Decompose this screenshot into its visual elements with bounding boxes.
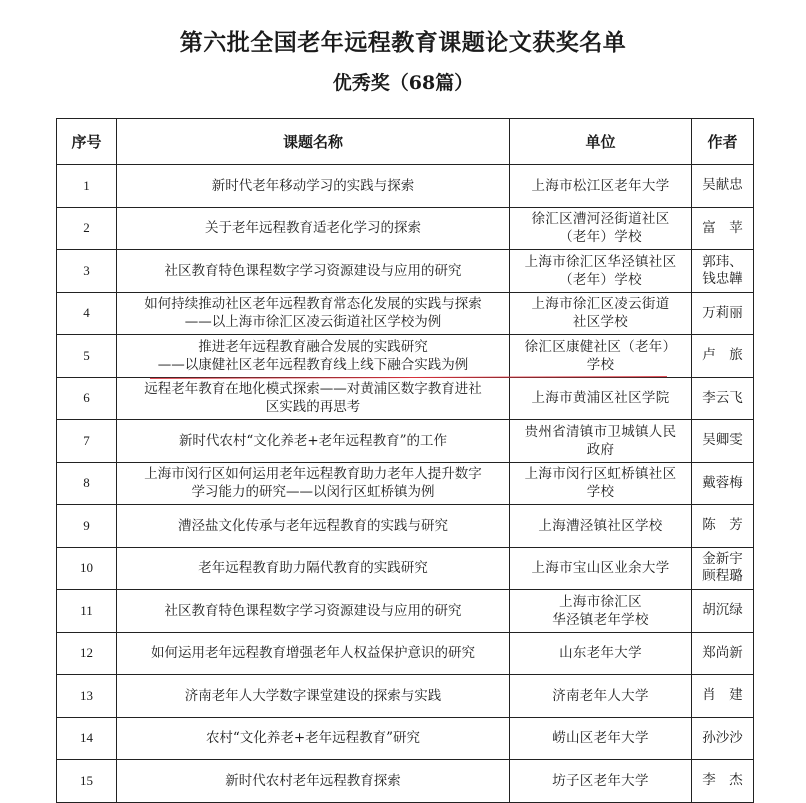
unit-cell (510, 632, 692, 675)
author-cell-line: 郑尚新 (702, 644, 743, 661)
unit-cell-line: （老年）学校 (559, 229, 642, 246)
topic-cell (117, 292, 510, 335)
author-cell-line: 钱忠韡 (702, 270, 743, 287)
unit-cell (510, 250, 692, 293)
author-cell-line: 吴献忠 (702, 177, 743, 194)
topic-cell-line: 关于老年远程教育适老化学习的探索 (205, 220, 421, 237)
unit-cell-line: 上海漕泾镇社区学校 (538, 517, 663, 534)
unit-cell (510, 165, 692, 208)
table-row (57, 632, 754, 675)
unit-cell (510, 377, 692, 420)
topic-cell (117, 207, 510, 250)
unit-cell-line: 上海市徐汇区 (559, 593, 642, 610)
unit-cell-line: 政府 (586, 441, 615, 458)
topic-cell-line: 上海市闵行区如何运用老年远程教育助力老年人提升数字 (144, 466, 482, 483)
topic-cell (117, 335, 510, 378)
page-title: 第六批全国老年远程教育课题论文获奖名单 (179, 29, 627, 56)
table-header-row (57, 119, 754, 165)
topic-cell-line: 漕泾盐文化传承与老年远程教育的实践与研究 (178, 517, 448, 534)
author-cell-line: 万莉丽 (702, 304, 743, 321)
author-cell (692, 717, 754, 760)
unit-cell-line: （老年）学校 (559, 271, 642, 288)
unit-cell-line: 上海市徐汇区凌云街道 (531, 296, 670, 313)
unit-cell (510, 547, 692, 590)
author-cell (692, 760, 754, 803)
page-subtitle: 优秀奖（68篇） (332, 72, 474, 94)
row-index: 11 (57, 590, 117, 633)
table-row (57, 505, 754, 548)
table-row (57, 250, 754, 293)
topic-cell (117, 377, 510, 420)
row-index: 6 (57, 377, 117, 420)
unit-cell (510, 505, 692, 548)
header-author: 作者 (692, 119, 754, 165)
table-row (57, 717, 754, 760)
unit-cell (510, 335, 692, 378)
row-index: 13 (57, 675, 117, 718)
topic-cell-line: 推进老年远程教育融合发展的实践研究 (198, 338, 428, 355)
author-cell (692, 420, 754, 463)
topic-cell (117, 505, 510, 548)
topic-cell (117, 250, 510, 293)
topic-cell (117, 760, 510, 803)
unit-cell-line: 徐汇区康健社区（老年） (524, 338, 677, 355)
row-index: 7 (57, 420, 117, 463)
author-cell (692, 207, 754, 250)
unit-cell-line: 徐汇区漕河泾街道社区 (531, 211, 670, 228)
header-unit: 单位 (510, 119, 692, 165)
table-row (57, 547, 754, 590)
header-topic: 课题名称 (117, 119, 510, 165)
unit-cell-line: 坊子区老年大学 (552, 772, 649, 789)
author-cell (692, 632, 754, 675)
row-index: 4 (57, 292, 117, 335)
unit-cell (510, 462, 692, 505)
author-cell-line: 顾程璐 (702, 568, 743, 585)
author-cell-line: 金新宇 (702, 551, 743, 568)
author-cell (692, 377, 754, 420)
unit-cell-line: 华泾镇老年学校 (552, 611, 649, 628)
row-index: 9 (57, 505, 117, 548)
row-index: 3 (57, 250, 117, 293)
topic-cell (117, 420, 510, 463)
topic-cell-line: 新时代农村“文化养老+老年远程教育”的工作 (178, 432, 448, 449)
row-index: 12 (57, 632, 117, 675)
header-index: 序号 (57, 119, 117, 165)
row-index: 8 (57, 462, 117, 505)
unit-cell-line: 上海市松江区老年大学 (531, 177, 670, 194)
topic-cell-line: ——以康健社区老年远程教育线上线下融合实践为例 (157, 356, 469, 373)
topic-cell-line: 如何持续推动社区老年远程教育常态化发展的实践与探索 (144, 296, 482, 313)
author-cell (692, 292, 754, 335)
table-row (57, 420, 754, 463)
unit-cell (510, 207, 692, 250)
topic-cell (117, 165, 510, 208)
author-cell-line: 李云飞 (702, 389, 743, 406)
row-index: 5 (57, 335, 117, 378)
table-row (57, 165, 754, 208)
unit-cell-line: 上海市闵行区虹桥镇社区 (524, 466, 677, 483)
author-cell (692, 165, 754, 208)
row-index: 10 (57, 547, 117, 590)
author-cell-line: 戴蓉梅 (702, 474, 743, 491)
topic-cell-line: 如何运用老年远程教育增强老年人权益保护意识的研究 (151, 645, 475, 662)
author-cell (692, 590, 754, 633)
author-cell-line: 吴卿雯 (702, 432, 743, 449)
table-row (57, 675, 754, 718)
author-cell-line: 李 杰 (702, 772, 743, 789)
unit-cell-line: 上海市徐汇区华泾镇社区 (524, 253, 677, 270)
topic-cell (117, 632, 510, 675)
table-row (57, 207, 754, 250)
author-cell (692, 250, 754, 293)
author-cell (692, 505, 754, 548)
topic-cell-line: 老年远程教育助力隔代教育的实践研究 (198, 560, 428, 577)
topic-cell-line: 社区教育特色课程数字学习资源建设与应用的研究 (164, 602, 462, 619)
topic-cell-line: 新时代老年移动学习的实践与探索 (211, 177, 415, 194)
topic-cell (117, 717, 510, 760)
unit-cell (510, 292, 692, 335)
topic-cell (117, 675, 510, 718)
unit-cell-line: 贵州省清镇市卫城镇人民 (524, 423, 677, 440)
author-cell (692, 335, 754, 378)
author-cell-line: 胡沉绿 (702, 602, 743, 619)
table-body (57, 165, 754, 803)
topic-cell-line: 农村“文化养老+老年远程教育”研究 (205, 730, 421, 747)
row-index: 14 (57, 717, 117, 760)
table-row (57, 462, 754, 505)
unit-cell (510, 590, 692, 633)
table-row (57, 377, 754, 420)
unit-cell-line: 学校 (586, 356, 615, 373)
topic-cell-line: 学习能力的研究——以闵行区虹桥镇为例 (191, 484, 435, 501)
table-row (57, 335, 754, 378)
unit-cell-line: 上海市黄浦区社区学院 (531, 390, 670, 407)
author-cell-line: 富 苹 (702, 219, 743, 236)
row-index: 1 (57, 165, 117, 208)
topic-cell-line: 社区教育特色课程数字学习资源建设与应用的研究 (164, 262, 462, 279)
unit-cell-line: 济南老年人大学 (552, 687, 649, 704)
author-cell-line: 卢 旅 (702, 347, 743, 364)
unit-cell (510, 420, 692, 463)
unit-cell (510, 717, 692, 760)
author-cell-line: 肖 建 (702, 687, 743, 704)
topic-cell (117, 590, 510, 633)
unit-cell-line: 社区学校 (572, 314, 629, 331)
topic-cell-line: 区实践的再思考 (265, 399, 361, 416)
table-row (57, 292, 754, 335)
unit-cell-line: 学校 (586, 484, 615, 501)
row-index: 2 (57, 207, 117, 250)
award-table (56, 118, 754, 803)
unit-cell (510, 760, 692, 803)
topic-cell-line: 济南老年人大学数字课堂建设的探索与实践 (184, 687, 442, 704)
author-cell-line: 郭玮、 (702, 253, 743, 270)
topic-cell-line: 新时代农村老年远程教育探索 (225, 772, 401, 789)
unit-cell-line: 山东老年大学 (559, 645, 642, 662)
row-index: 15 (57, 760, 117, 803)
topic-cell (117, 462, 510, 505)
table-row (57, 760, 754, 803)
topic-cell (117, 547, 510, 590)
unit-cell (510, 675, 692, 718)
unit-cell-line: 崂山区老年大学 (552, 730, 649, 747)
author-cell (692, 675, 754, 718)
table-row (57, 590, 754, 633)
unit-cell-line: 上海市宝山区业余大学 (531, 560, 670, 577)
author-cell (692, 462, 754, 505)
author-cell (692, 547, 754, 590)
topic-cell-line: ——以上海市徐汇区凌云街道社区学校为例 (184, 314, 442, 331)
topic-cell-line: 远程老年教育在地化模式探索——对黄浦区数字教育进社 (144, 381, 482, 398)
author-cell-line: 孙沙沙 (702, 729, 743, 746)
author-cell-line: 陈 芳 (702, 517, 743, 534)
